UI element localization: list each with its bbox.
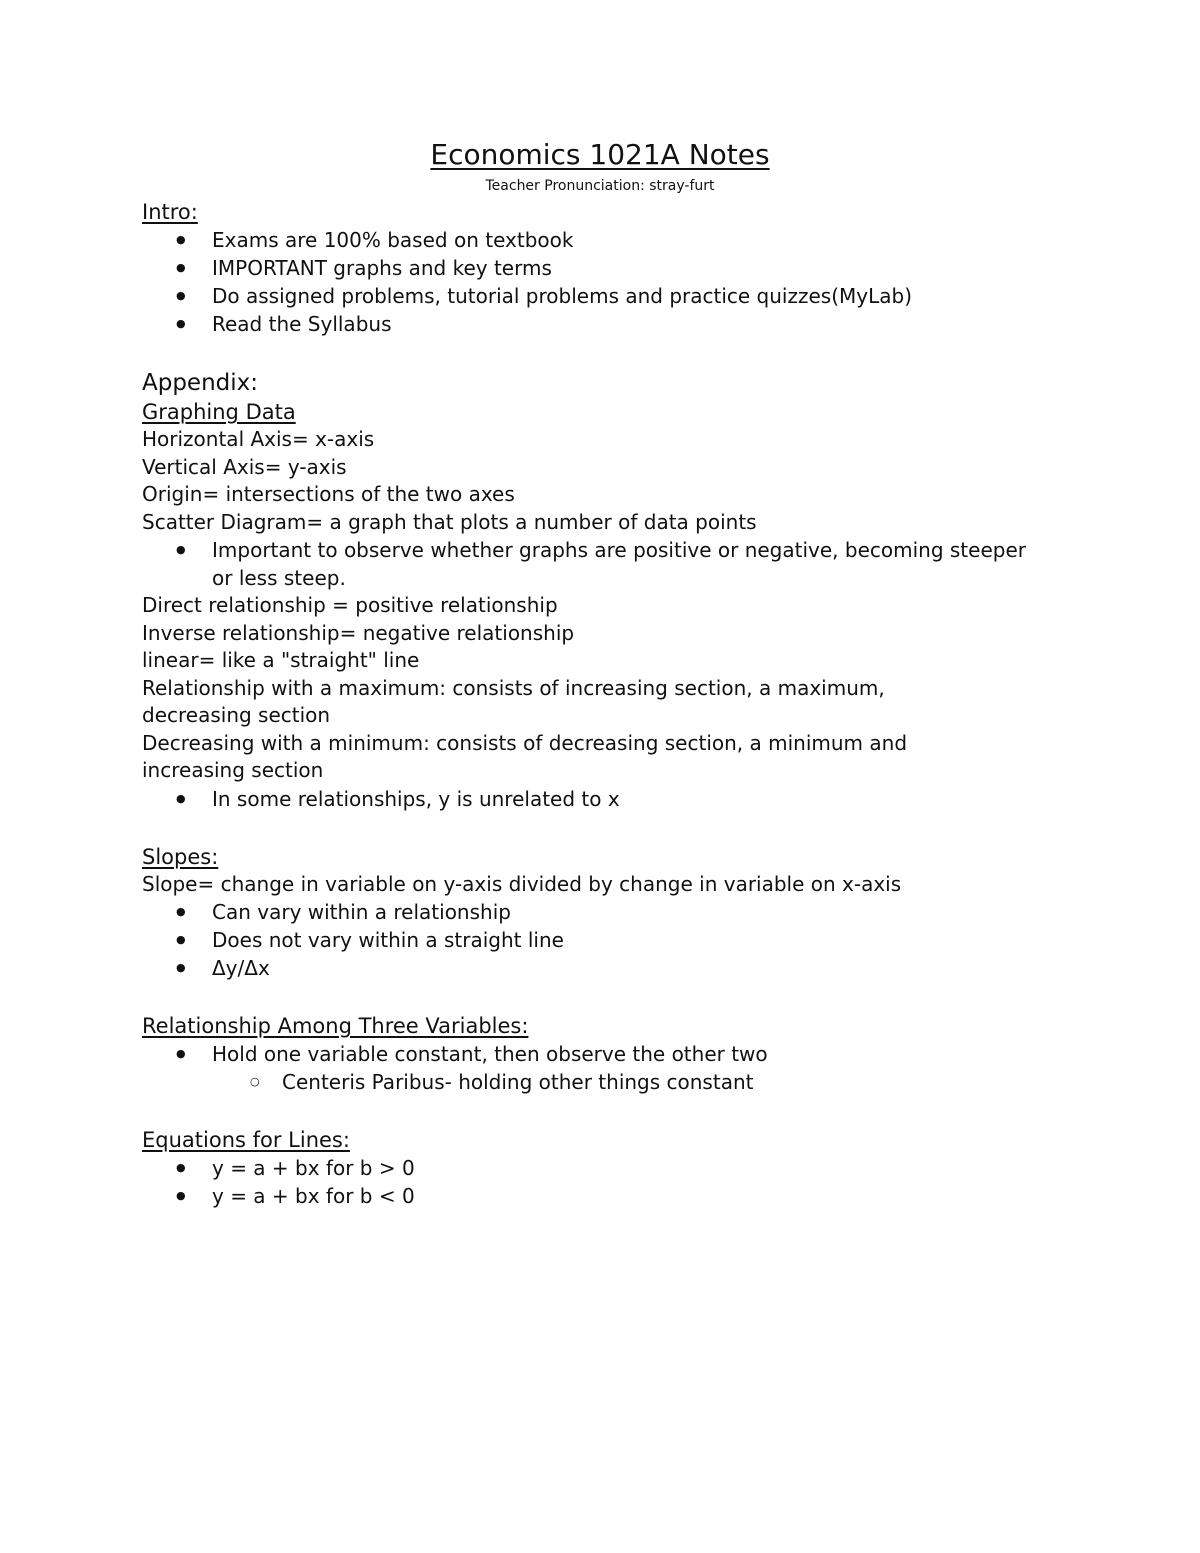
list-item: ● Does not vary within a straight line <box>142 926 1042 954</box>
list-item: ● In some relationships, y is unrelated to x <box>142 785 1042 813</box>
intro-heading: Intro: <box>142 200 198 224</box>
notes-body <box>142 198 1042 1210</box>
list-item: ● Read the Syllabus <box>142 310 1042 338</box>
text-line: Vertical Axis= y-axis <box>142 454 347 479</box>
list-item: ● Can vary within a relationship <box>142 898 1042 926</box>
list-item: ● Do assigned problems, tutorial problems and practice quizzes(MyLab) <box>142 282 1042 310</box>
list-item: ● y = a + bx for b > 0 <box>142 1154 1042 1182</box>
page-title: Economics 1021A Notes <box>430 138 770 171</box>
text-line: Relationship with a maximum: consists of increasing section, a maximum, <box>142 675 885 700</box>
page-subtitle: Teacher Pronunciation: stray-furt <box>485 178 715 194</box>
text-line: Slope= change in variable on y-axis divided by change in variable on x-axis <box>142 871 902 896</box>
text-line: Origin= intersections of the two axes <box>142 482 515 506</box>
list-item: ● Exams are 100% based on textbook <box>142 226 1042 254</box>
text-line: decreasing section <box>142 703 331 727</box>
list-item: ● IMPORTANT graphs and key terms <box>142 254 1042 282</box>
text-line: increasing section <box>142 758 324 782</box>
list-item: ● Important to observe whether graphs are positive or negative, becoming steeper or less steep. <box>142 536 1042 592</box>
list-item: ● Hold one variable constant, then observe the other two <box>142 1040 1042 1068</box>
text-line: Scatter Diagram= a graph that plots a number of data points <box>142 509 757 534</box>
slopes-heading: Slopes: <box>142 844 219 869</box>
text-line: Decreasing with a minimum: consists of decreasing section, a minimum and <box>142 730 908 755</box>
text-line: Horizontal Axis= x-axis <box>142 427 375 451</box>
sub-list-item: ○ Centeris Paribus- holding other things constant <box>142 1068 1042 1096</box>
three-variables-heading: Relationship Among Three Variables: <box>142 1014 529 1038</box>
text-line: linear= like a "straight" line <box>142 648 420 672</box>
list-item: ● y = a + bx for b < 0 <box>142 1182 1042 1210</box>
appendix-heading: Appendix: <box>142 370 259 396</box>
graphing-data-heading: Graphing Data <box>142 400 296 424</box>
equations-heading: Equations for Lines: <box>142 1128 350 1152</box>
text-line: Direct relationship = positive relationship <box>142 593 558 617</box>
list-item: ● Δy/Δx <box>142 954 1042 982</box>
text-line: Inverse relationship= negative relationship <box>142 620 575 645</box>
